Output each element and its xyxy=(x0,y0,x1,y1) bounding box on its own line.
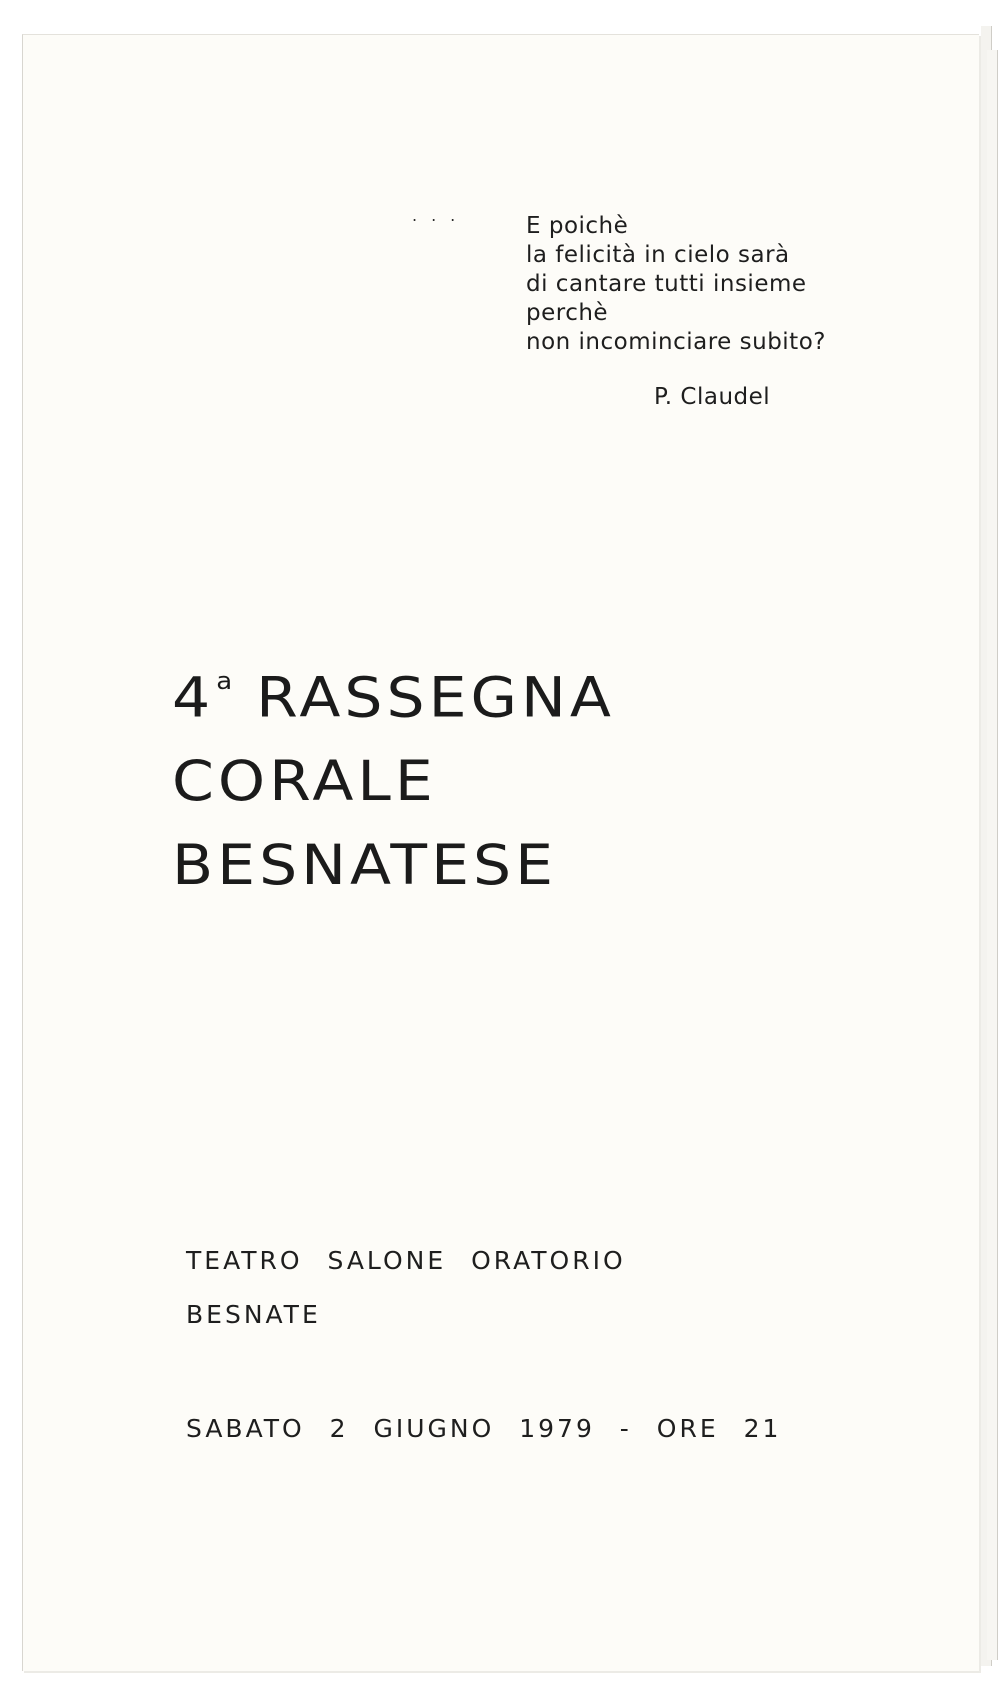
event-date-time: SABATO 2 GIUGNO 1979 - ORE 21 xyxy=(186,1414,782,1443)
title-line-1: 4$^a$ RASSEGNA xyxy=(172,640,615,740)
edition-ordinal: 4$^a$ xyxy=(172,665,237,731)
event-title xyxy=(172,640,615,908)
title-line-2: CORALE xyxy=(172,749,437,814)
venue-name: TEATRO SALONE ORATORIO xyxy=(186,1246,626,1275)
quote-line: E poichè xyxy=(526,213,629,239)
venue-town: BESNATE xyxy=(186,1300,321,1329)
quote-block xyxy=(526,212,826,357)
quote-author: P. Claudel xyxy=(654,384,771,410)
quote-line: perchè xyxy=(526,300,609,326)
quote-line: la felicità in cielo sarà xyxy=(526,242,790,268)
quote-line: non incominciare subito? xyxy=(526,329,826,355)
quote-line: di cantare tutti insieme xyxy=(526,271,807,297)
title-line-3: BESNATESE xyxy=(172,833,557,898)
quote-ellipsis: ... xyxy=(412,206,470,225)
page-edge xyxy=(987,50,998,1660)
